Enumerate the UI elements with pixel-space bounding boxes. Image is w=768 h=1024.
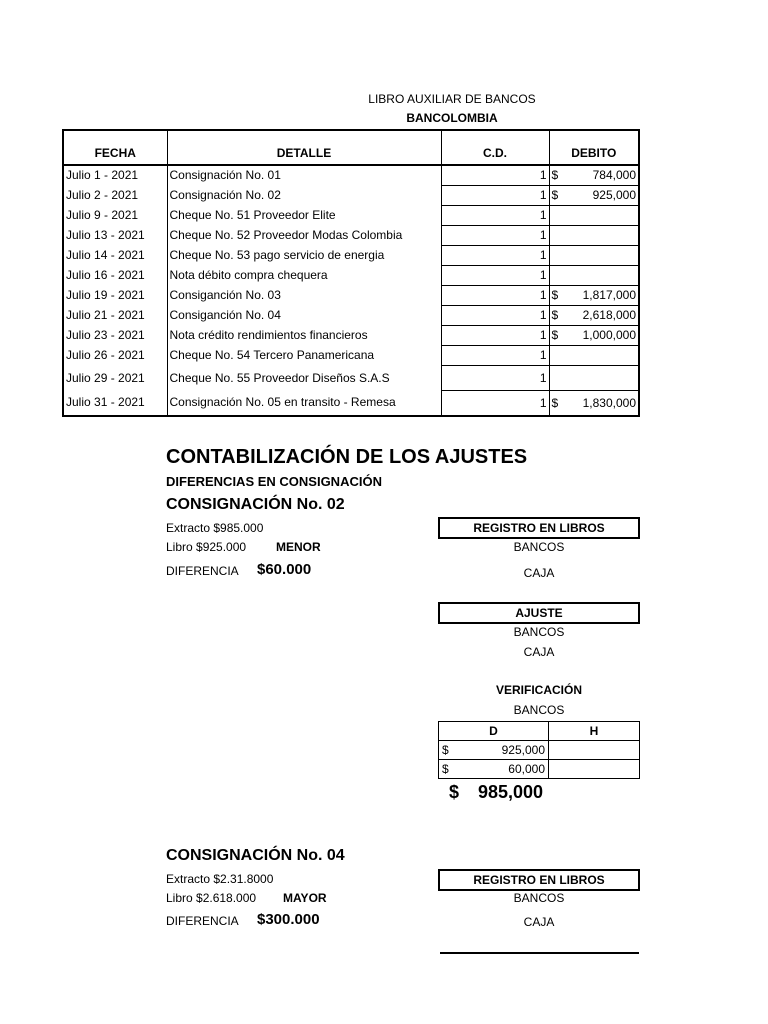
cell-cd: 1 [441, 186, 549, 206]
col-h: H [549, 722, 640, 741]
cell-fecha: Julio 1 - 2021 [63, 165, 167, 186]
consig02-registro-line1: BANCOS [513, 540, 565, 554]
currency-sign: $ [551, 395, 559, 410]
table-row [63, 206, 639, 226]
cell-debito [549, 366, 639, 391]
cell-d [439, 741, 549, 760]
cell-fecha: Julio 21 - 2021 [63, 306, 167, 326]
cell-debito [549, 206, 639, 226]
col-fecha: FECHA [63, 130, 167, 165]
col-cd: C.D. [441, 130, 549, 165]
verificacion-title: VERIFICACIÓN [495, 683, 582, 697]
consig02-extracto: Extracto $985.000 [166, 521, 264, 535]
cell-fecha: Julio 9 - 2021 [63, 206, 167, 226]
cell-detalle: Cheque No. 53 pago servicio de energia [167, 246, 441, 266]
verificacion-account: BANCOS [513, 703, 565, 717]
cell-fecha: Julio 29 - 2021 [63, 366, 167, 391]
currency-sign: $ [551, 188, 559, 202]
consig04-tag: MAYOR [283, 891, 327, 905]
cell-debito [549, 246, 639, 266]
debit-value: 925,000 [501, 743, 545, 757]
cell-detalle: Consignación No. 02 [167, 186, 441, 206]
verificacion-t-account [438, 721, 640, 779]
table-row [63, 226, 639, 246]
cell-detalle: Cheque No. 52 Proveedor Modas Colombia [167, 226, 441, 246]
cell-fecha: Julio 23 - 2021 [63, 326, 167, 346]
cell-debito [549, 226, 639, 246]
consig02-ajuste-line1: BANCOS [513, 625, 565, 639]
col-debito: DEBITO [549, 130, 639, 165]
consig04-diferencia-label: DIFERENCIA [166, 914, 239, 928]
consig04-registro-header: REGISTRO EN LIBROS [438, 869, 640, 891]
verificacion-header-row [439, 722, 640, 741]
cell-cd: 1 [441, 246, 549, 266]
consig02-ajuste-header: AJUSTE [438, 602, 640, 624]
cell-detalle: Cheque No. 54 Tercero Panamericana [167, 346, 441, 366]
currency-sign: $ [551, 288, 559, 302]
cell-debito [549, 186, 639, 206]
consig02-title: CONSIGNACIÓN No. 02 [166, 496, 345, 513]
cell-debito [549, 165, 639, 186]
table-row [63, 186, 639, 206]
cell-cd: 1 [441, 165, 549, 186]
consig02-tag: MENOR [276, 540, 321, 554]
cell-fecha: Julio 31 - 2021 [63, 391, 167, 417]
cell-cd: 1 [441, 306, 549, 326]
debit-value: 1,000,000 [582, 328, 636, 342]
ledger-title: LIBRO AUXILIAR DE BANCOS [368, 92, 536, 106]
table-row [439, 741, 640, 760]
cell-debito [549, 326, 639, 346]
cell-cd: 1 [441, 326, 549, 346]
currency-sign: $ [551, 328, 559, 342]
cell-debito [549, 306, 639, 326]
table-row [63, 391, 639, 417]
cell-cd: 1 [441, 266, 549, 286]
table-row [63, 366, 639, 391]
cell-debito [549, 391, 639, 417]
cell-detalle: Cheque No. 51 Proveedor Elite [167, 206, 441, 226]
debit-value: 1,830,000 [582, 395, 636, 410]
debit-value: 784,000 [592, 168, 636, 182]
cell-debito [549, 346, 639, 366]
debit-value: 925,000 [592, 188, 636, 202]
cell-fecha: Julio 19 - 2021 [63, 286, 167, 306]
cell-cd: 1 [441, 286, 549, 306]
consig04-divider [440, 952, 639, 954]
currency-sign: $ [442, 762, 449, 776]
consig04-registro-line2: CAJA [523, 915, 555, 929]
consig02-registro-header: REGISTRO EN LIBROS [438, 517, 640, 539]
cell-detalle: Cheque No. 55 Proveedor Diseños S.A.S [167, 366, 441, 391]
cell-cd: 1 [441, 346, 549, 366]
table-row [63, 346, 639, 366]
col-d: D [439, 722, 549, 741]
ledger-header-row [63, 130, 639, 165]
consig02-diferencia-value: $60.000 [257, 561, 312, 578]
table-row [63, 165, 639, 186]
consig04-libro: Libro $2.618.000 [166, 891, 257, 905]
table-row [63, 246, 639, 266]
cell-fecha: Julio 13 - 2021 [63, 226, 167, 246]
bank-name: BANCOLOMBIA [406, 111, 498, 125]
table-row [63, 286, 639, 306]
cell-fecha: Julio 26 - 2021 [63, 346, 167, 366]
ledger-table [62, 129, 640, 417]
consig04-registro-line1: BANCOS [513, 891, 565, 905]
debit-value: 1,817,000 [582, 288, 636, 302]
cell-fecha: Julio 14 - 2021 [63, 246, 167, 266]
cell-d [439, 760, 549, 779]
cell-detalle: Nota crédito rendimientos financieros [167, 326, 441, 346]
cell-fecha: Julio 2 - 2021 [63, 186, 167, 206]
cell-cd: 1 [441, 206, 549, 226]
cell-detalle: Consignación No. 05 en transito - Remesa [167, 391, 441, 417]
cell-h [549, 760, 640, 779]
verificacion-total: 985,000 [478, 782, 544, 802]
consig02-libro: Libro $925.000 [166, 540, 247, 554]
consig04-diferencia-value: $300.000 [257, 911, 320, 928]
table-row [63, 266, 639, 286]
ajustes-subtitle: DIFERENCIAS EN CONSIGNACIÓN [166, 474, 382, 489]
verificacion-total-currency: $ [449, 782, 460, 802]
currency-sign: $ [551, 308, 559, 322]
debit-value: 2,618,000 [582, 308, 636, 322]
cell-cd: 1 [441, 391, 549, 417]
consig04-title: CONSIGNACIÓN No. 04 [166, 847, 345, 864]
table-row [439, 760, 640, 779]
cell-debito [549, 286, 639, 306]
cell-cd: 1 [441, 226, 549, 246]
cell-cd: 1 [441, 366, 549, 391]
table-row [63, 326, 639, 346]
cell-debito [549, 266, 639, 286]
cell-detalle: Nota débito compra chequera [167, 266, 441, 286]
ajustes-title: CONTABILIZACIÓN DE LOS AJUSTES [166, 446, 528, 468]
consig04-extracto: Extracto $2.31.8000 [166, 872, 274, 886]
consig02-registro-line2: CAJA [523, 566, 555, 580]
cell-detalle: Consiganción No. 03 [167, 286, 441, 306]
cell-h [549, 741, 640, 760]
cell-detalle: Consiganción No. 04 [167, 306, 441, 326]
table-row [63, 306, 639, 326]
consig02-ajuste-line2: CAJA [523, 645, 555, 659]
currency-sign: $ [442, 743, 449, 757]
debit-value: 60,000 [508, 762, 545, 776]
col-detalle: DETALLE [167, 130, 441, 165]
currency-sign: $ [551, 168, 559, 182]
cell-detalle: Consignación No. 01 [167, 165, 441, 186]
cell-fecha: Julio 16 - 2021 [63, 266, 167, 286]
consig02-diferencia-label: DIFERENCIA [166, 564, 239, 578]
